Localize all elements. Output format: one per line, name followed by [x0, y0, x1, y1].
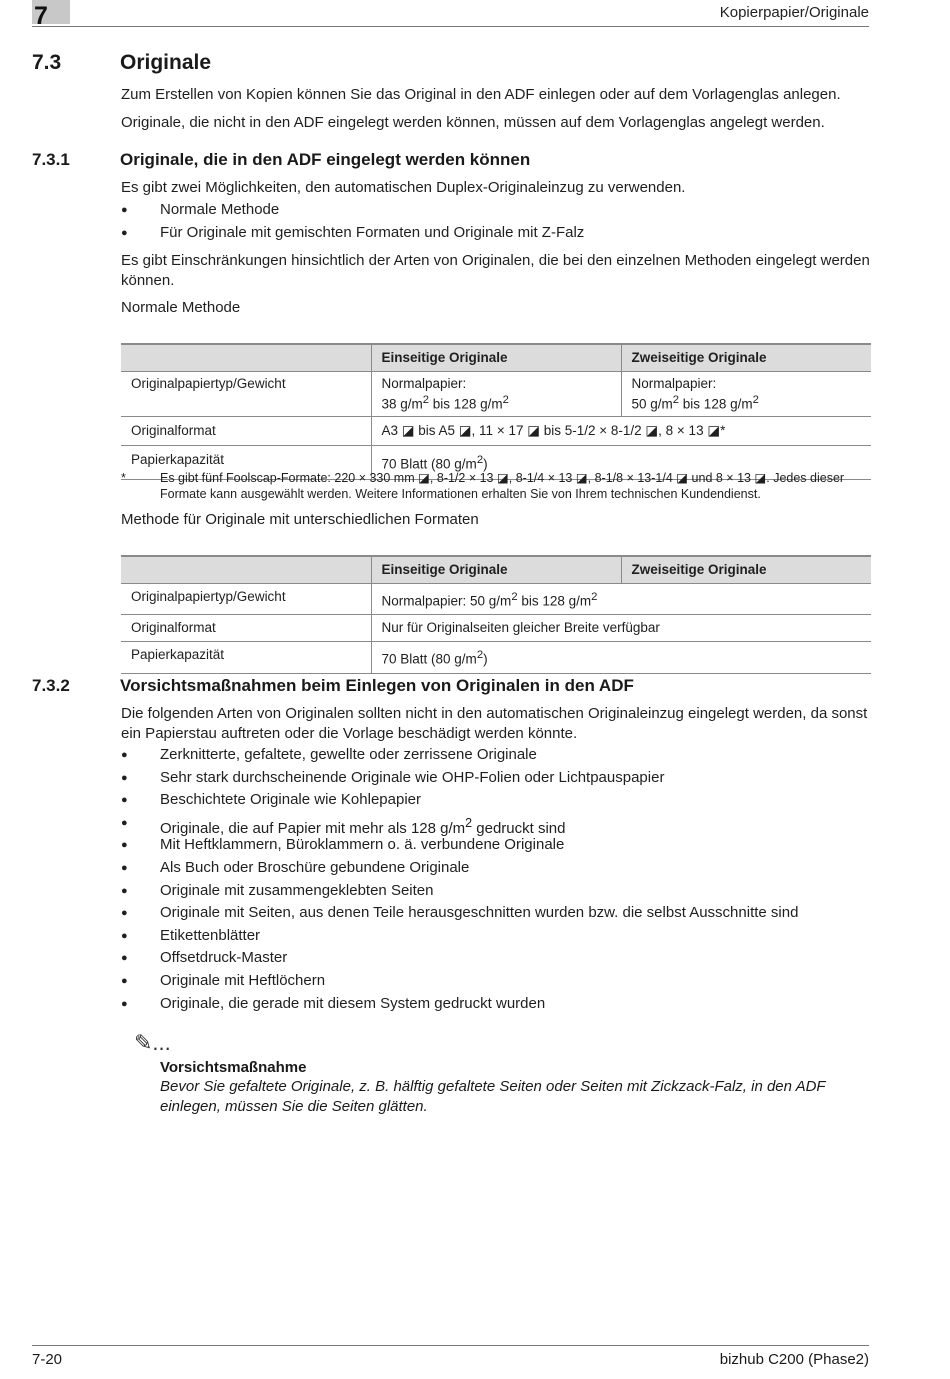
- spec-table-normal: [121, 343, 871, 480]
- table-cell: Normalpapier: 38 $g/m^2$ bis 128 $g/m^2$: [371, 371, 621, 417]
- list-item: ● Zerknitterte, gefaltete, gewellte oder zerrissene Originale: [121, 744, 871, 767]
- table-cell: Normalpapier: 50 $g/m^2$ bis 128 $g/m^2$: [371, 583, 871, 615]
- page-number: 7-20: [32, 1351, 63, 1368]
- subsection-2-intro: Die folgenden Arten von Originalen sollten nicht in den automatischen Originaleinzug eingelegt werden, da sonst ein Papierstau auftreten oder die Vorlage beschädigt werden könnte.: [121, 705, 868, 742]
- table-cell-label: Originalpapiertyp/Gewicht: [121, 371, 371, 417]
- note-title: Vorsichtsmaßnahme: [160, 1059, 307, 1076]
- header-divider: [32, 26, 869, 27]
- subsection-title-2: Vorsichtsmaßnahmen beim Einlegen von Originalen in den ADF: [120, 676, 634, 695]
- bullet-icon: ●: [121, 974, 128, 987]
- footer-divider: [32, 1345, 869, 1346]
- table-row: [121, 417, 871, 446]
- chapter-number: 7: [34, 2, 48, 30]
- table-row: [121, 615, 871, 642]
- table-cell: Nur für Originalseiten gleicher Breite verfügbar: [371, 615, 871, 642]
- table-row: [121, 642, 871, 674]
- method-list: [121, 199, 871, 244]
- list-item: ● Originale mit Heftlöchern: [121, 970, 871, 993]
- table-cell-label: Originalpapiertyp/Gewicht: [121, 583, 371, 615]
- list-item: ● Originale, die auf Papier mit mehr als 128 $g/m^2$ gedruckt sind: [121, 812, 871, 835]
- table-cell: A3 ◪ bis A5 ◪, 11 × 17 ◪ bis 5-1/2 × 8-1/2 ◪, 8 × 13 ◪*: [371, 417, 871, 446]
- list-item: ● Als Buch oder Broschüre gebundene Originale: [121, 857, 871, 880]
- table-header-cell: Zweiseitige Originale: [621, 344, 871, 371]
- footnote-text: Es gibt fünf Foolscap-Formate: 220 × 330 mm ◪, 8-1/2 × 13 ◪, 8-1/4 × 13 ◪, 8-1/8 × 13-1/4 ◪ und 8 × 13 ◪. Jedes dieser Formate kann ausgewählt werden. Weitere Informationen erhalten Sie von Ihrem technischen Kundendienst.: [160, 471, 845, 501]
- bullet-icon: ●: [121, 816, 128, 829]
- table-header-cell: Einseitige Originale: [371, 344, 621, 371]
- list-item: ● Beschichtete Originale wie Kohlepapier: [121, 789, 871, 812]
- subsection-number-1: 7.3.1: [32, 150, 70, 169]
- subsection-title-1: Originale, die in den ADF eingelegt werden können: [120, 150, 531, 169]
- precaution-list: [121, 744, 871, 1015]
- bullet-icon: ●: [121, 226, 128, 239]
- table-cell-label: Papierkapazität: [121, 642, 371, 674]
- restriction-text: Es gibt Einschränkungen hinsichtlich der Arten von Originalen, die bei den einzelnen Methoden eingelegt werden können.: [121, 252, 870, 289]
- method-2-label: Methode für Originale mit unterschiedlichen Formaten: [121, 511, 479, 528]
- section-intro-2: Originale, die nicht in den ADF eingelegt werden können, müssen auf dem Vorlagenglas angelegt werden.: [121, 114, 825, 131]
- table-header-cell: Einseitige Originale: [371, 556, 621, 583]
- bullet-icon: ●: [121, 771, 128, 784]
- note-text: Bevor Sie gefaltete Originale, z. B. hälftig gefaltete Seiten oder Seiten mit Zickzack-Falz, in den ADF einlegen, müssen Sie die Seiten glätten.: [160, 1078, 826, 1115]
- list-item: ● Sehr stark durchscheinende Originale wie OHP-Folien oder Lichtpauspapier: [121, 767, 871, 790]
- list-item: ● Originale, die gerade mit diesem System gedruckt wurden: [121, 993, 871, 1016]
- pencil-note-icon: ✎...: [134, 1030, 171, 1055]
- bullet-icon: ●: [121, 839, 128, 852]
- bullet-icon: ●: [121, 907, 128, 920]
- section-number: 7.3: [32, 51, 62, 74]
- bullet-icon: ●: [121, 929, 128, 942]
- list-item: ● Etikettenblätter: [121, 925, 871, 948]
- list-item: ● Normale Methode: [121, 199, 871, 222]
- list-item: ● Originale mit Seiten, aus denen Teile herausgeschnitten wurden bzw. die selbst Ausschnitte sind: [121, 902, 871, 925]
- table-cell: Normalpapier: 50 $g/m^2$ bis 128 $g/m^2$: [621, 371, 871, 417]
- bullet-icon: ●: [121, 952, 128, 965]
- table-header-row: [121, 344, 871, 371]
- product-name: bizhub C200 (Phase2): [719, 1351, 869, 1368]
- table-cell: 70 Blatt (80 $g/m^2$): [371, 642, 871, 674]
- section-heading: [32, 51, 211, 75]
- table-header-row: [121, 556, 871, 583]
- table-cell: 70 Blatt (80 $g/m^2$): [371, 446, 871, 480]
- bullet-icon: ●: [121, 749, 128, 761]
- list-item: ● Originale mit zusammengeklebten Seiten: [121, 880, 871, 903]
- list-item: ● Offsetdruck-Master: [121, 947, 871, 970]
- table-row: [121, 583, 871, 615]
- subsection-number-2: 7.3.2: [32, 676, 70, 695]
- subsection-heading-1: [32, 149, 530, 171]
- table-footnote: [121, 471, 871, 502]
- bullet-icon: ●: [121, 861, 128, 874]
- running-header: Kopierpapier/Originale: [719, 4, 869, 21]
- list-item: ● Für Originale mit gemischten Formaten und Originale mit Z-Falz: [121, 222, 871, 245]
- table-header-cell: [121, 556, 371, 583]
- spec-table-mixed: [121, 555, 871, 674]
- table-cell-label: Originalformat: [121, 417, 371, 446]
- bullet-icon: ●: [121, 884, 128, 897]
- section-title: Originale: [120, 51, 212, 74]
- list-item: ● Mit Heftklammern, Büroklammern o. ä. verbundene Originale: [121, 834, 871, 857]
- method-1-label: Normale Methode: [121, 299, 241, 316]
- footnote-marker: *: [121, 471, 126, 485]
- table-cell-label: Originalformat: [121, 615, 371, 642]
- section-intro-1: Zum Erstellen von Kopien können Sie das Original in den ADF einlegen oder auf dem Vorlagenglas anlegen.: [121, 86, 841, 103]
- subsection-1-intro: Es gibt zwei Möglichkeiten, den automatischen Duplex-Originaleinzug zu verwenden.: [121, 179, 686, 196]
- bullet-icon: ●: [121, 997, 128, 1010]
- subsection-heading-2: [32, 675, 634, 697]
- table-row: [121, 371, 871, 417]
- bullet-icon: ●: [121, 794, 128, 807]
- bullet-icon: ●: [121, 204, 128, 216]
- table-cell-label: Papierkapazität: [121, 446, 371, 480]
- table-header-cell: Zweiseitige Originale: [621, 556, 871, 583]
- table-header-cell: [121, 344, 371, 371]
